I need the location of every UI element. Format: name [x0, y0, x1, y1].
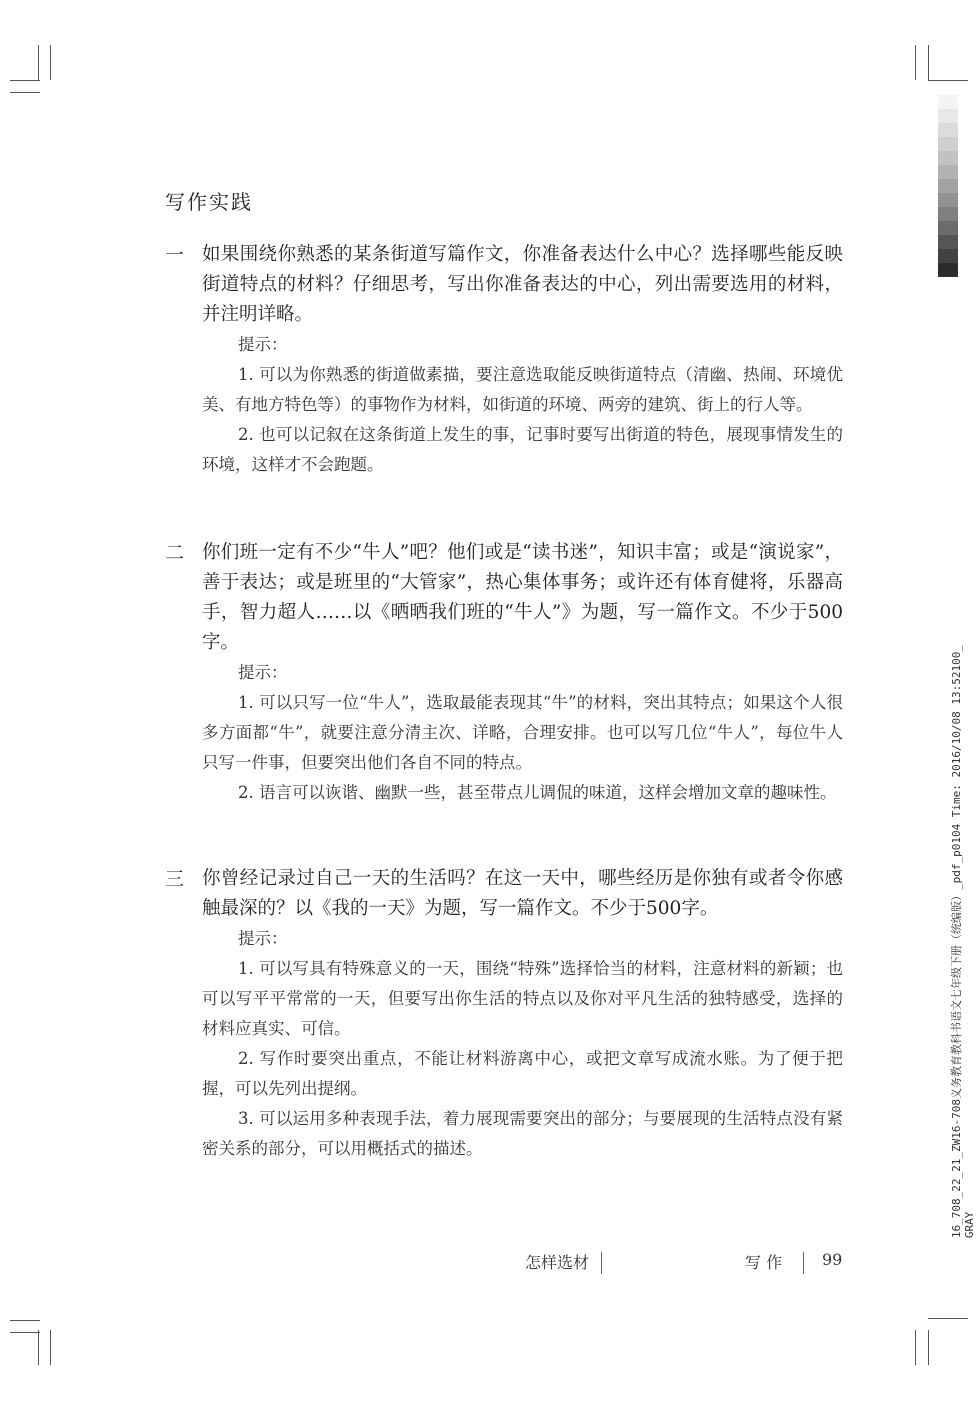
crop-mark	[10, 92, 40, 93]
grayscale-strip	[938, 95, 958, 277]
hint-label: 提示：	[238, 663, 288, 682]
crop-mark	[10, 80, 40, 81]
hint-item: 1. 可以写具有特殊意义的一天，围绕“特殊”选择恰当的材料，注意材料的新颖；也可以写平平常常的一天，但要写出你生活的特点以及你对平凡生活的独特感受，选择的材料应真实、可信。	[202, 959, 843, 1038]
hint-item: 3. 可以运用多种表现手法，着力展现需要突出的部分；与要展现的生活特点没有紧密关系的部分，可以用概括式的描述。	[202, 1109, 843, 1158]
crop-mark	[50, 1330, 51, 1365]
crop-mark	[928, 1318, 968, 1319]
print-metadata-gray: GRAY	[963, 1211, 976, 1239]
exercise-number: 三	[165, 868, 185, 890]
print-metadata-line: 16_708_22_21_ZW16-708义务教育教科书语文七年级下册（统编版）_pdf_p0104 Time: 2016/10/08 13:52100_	[950, 645, 963, 1239]
page-number: 99	[822, 1250, 843, 1269]
exercise-3	[165, 864, 843, 1164]
hint-item: 2. 写作时要突出重点，不能让材料游离中心，或把文章写成流水账。为了便于把握，可以先列出提纲。	[202, 1049, 843, 1098]
exercise-text: 你们班一定有不少“牛人”吧？他们或是“读书迷”，知识丰富；或是“演说家”，善于表达；或是班里的“大管家”，热心集体事务；或许还有体育健将，乐器高手，智力超人……以《晒晒我们班的“牛人”》为题，写一篇作文。不少于500字。	[202, 542, 843, 653]
exercise-1	[165, 240, 843, 480]
crop-mark	[38, 45, 39, 80]
crop-mark	[928, 80, 968, 81]
hint-label: 提示：	[238, 335, 288, 354]
crop-mark	[10, 1332, 40, 1333]
footer-unit: 写 作	[745, 1253, 783, 1272]
crop-mark	[10, 1320, 40, 1321]
crop-mark	[915, 45, 916, 80]
crop-mark	[50, 45, 51, 80]
crop-mark	[928, 45, 929, 80]
footer-divider	[803, 1252, 804, 1274]
print-metadata	[950, 645, 976, 1238]
crop-mark	[928, 1330, 929, 1365]
hint-item: 1. 可以为你熟悉的街道做素描，要注意选取能反映街道特点（清幽、热闹、环境优美、有地方特色等）的事物作为材料，如街道的环境、两旁的建筑、街上的行人等。	[202, 365, 843, 414]
exercise-text: 你曾经记录过自己一天的生活吗？在这一天中，哪些经历是你独有或者令你感触最深的？以《我的一天》为题，写一篇作文。不少于500字。	[202, 868, 843, 919]
hint-item: 2. 也可以记叙在这条街道上发生的事，记事时要写出街道的特色，展现事情发生的环境，这样才不会跑题。	[202, 425, 843, 474]
section-title: 写作实践	[165, 190, 253, 214]
crop-mark	[38, 1330, 39, 1365]
crop-mark	[915, 1330, 916, 1365]
footer-divider	[601, 1252, 602, 1274]
exercise-number: 一	[165, 244, 185, 266]
footer-lesson: 怎样选材	[525, 1253, 590, 1272]
exercise-number: 二	[165, 542, 185, 564]
hint-item: 1. 可以只写一位“牛人”，选取最能表现其“牛”的材料，突出其特点；如果这个人很多方面都“牛”，就要注意分清主次、详略，合理安排。也可以写几位“牛人”，每位牛人只写一件事，但要突出他们各自不同的特点。	[202, 693, 843, 772]
exercise-text: 如果围绕你熟悉的某条街道写篇作文，你准备表达什么中心？选择哪些能反映街道特点的材料？仔细思考，写出你准备表达的中心，列出需要选用的材料，并注明详略。	[202, 244, 843, 325]
hint-label: 提示：	[238, 929, 288, 948]
exercise-2	[165, 538, 843, 808]
hint-item: 2. 语言可以诙谐、幽默一些，甚至带点儿调侃的味道，这样会增加文章的趣味性。	[238, 783, 837, 802]
